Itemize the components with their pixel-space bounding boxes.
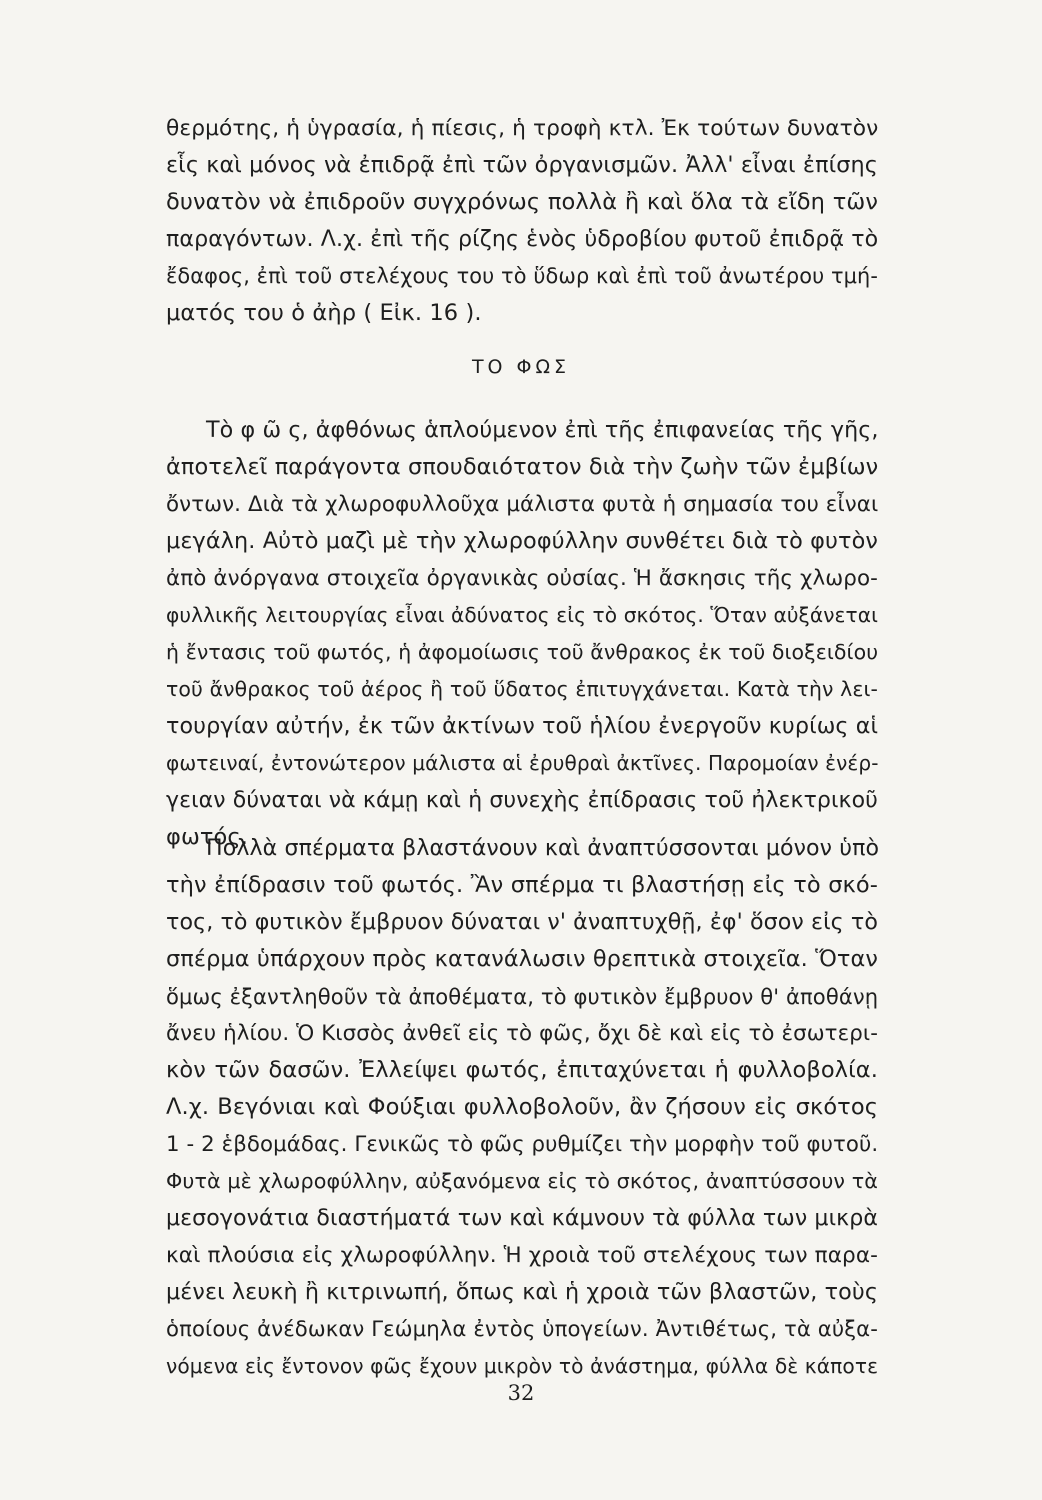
text-line: Φυτὰ μὲ χλωροφύλλην, αὐξανόμενα εἰς τὸ σκότος, ἀναπτύσσουν τὰ xyxy=(166,1169,879,1193)
text-line: ματός του ὁ ἀὴρ ( Εἰκ. 16 ). xyxy=(166,300,482,326)
text-line: τουργίαν αὐτήν, ἐκ τῶν ἀκτίνων τοῦ ἡλίου ἐνεργοῦν κυρίως αἱ xyxy=(166,713,879,739)
text-line: γειαν δύναται νὰ κάμῃ καὶ ἡ συνεχὴς ἐπίδρασις τοῦ ἠλεκτρικοῦ xyxy=(166,788,878,813)
text-line: τοῦ ἄνθρακος τοῦ ἀέρος ἢ τοῦ ὕδατος ἐπιτυγχάνεται. Κατὰ τὴν λει- xyxy=(166,677,878,701)
paragraph-seeds xyxy=(166,830,878,1385)
text-line: μεγάλη. Αὐτὸ μαζὶ μὲ τὴν χλωροφύλλην συνθέτει διὰ τὸ φυτὸν xyxy=(166,528,878,554)
section-heading: ΤΟ ΦΩΣ xyxy=(471,356,571,378)
text-line: Πολλὰ σπέρματα βλαστάνουν καὶ ἀναπτύσσονται μόνον ὑπὸ xyxy=(206,835,880,861)
text-line: κὸν τῶν δασῶν. Ἐλλείψει φωτός, ἐπιταχύνεται ἡ φυλλοβολία. xyxy=(166,1057,878,1083)
text-line: ὅμως ἐξαντληθοῦν τὰ ἀποθέματα, τὸ φυτικὸν ἔμβρυον θ' ἀποθάνῃ xyxy=(166,984,879,1009)
text-line: τος, τὸ φυτικὸν ἔμβρυον δύναται ν' ἀναπτυχθῇ, ἐφ' ὅσον εἰς τὸ xyxy=(166,909,879,935)
intro-paragraph xyxy=(166,110,878,332)
text-line: εἷς καὶ μόνος νὰ ἐπιδρᾷ ἐπὶ τῶν ὀργανισμῶν. Ἀλλ' εἶναι ἐπίσης xyxy=(166,152,878,178)
text-line: μεσογονάτια διαστήματά των καὶ κάμνουν τὰ φύλλα των μικρὰ xyxy=(166,1206,878,1231)
text-line: δυνατὸν νὰ ἐπιδροῦν συγχρόνως πολλὰ ἢ καὶ ὅλα τὰ εἴδη τῶν xyxy=(166,189,878,215)
text-line: φωτός. xyxy=(166,824,248,850)
page-number: 32 xyxy=(507,1381,535,1405)
text-line: φυλλικῆς λειτουργίας εἶναι ἀδύνατος εἰς τὸ σκότος. Ὅταν αὐξάνεται xyxy=(166,603,878,627)
text-line: φωτειναί, ἐντονώτερον μάλιστα αἱ ἐρυθραὶ ἀκτῖνες. Παρομοίαν ἐνέρ- xyxy=(166,751,879,775)
text-line: ὄντων. Διὰ τὰ χλωροφυλλοῦχα μάλιστα φυτὰ ἡ σημασία του εἶναι xyxy=(166,492,879,517)
paragraph-light xyxy=(166,412,878,856)
text-line: Λ.χ. Βεγόνιαι καὶ Φούξιαι φυλλοβολοῦν, ἂν ζήσουν εἰς σκότος xyxy=(166,1094,878,1120)
text-line: Τὸ φ ῶ ς, ἀφθόνως ἁπλούμενον ἐπὶ τῆς ἐπιφανείας τῆς γῆς, xyxy=(206,417,879,443)
text-line: ἡ ἔντασις τοῦ φωτός, ἡ ἀφομοίωσις τοῦ ἄνθρακος ἐκ τοῦ διοξειδίου xyxy=(166,640,879,664)
text-line: τὴν ἐπίδρασιν τοῦ φωτός. Ἂν σπέρμα τι βλαστήσῃ εἰς τὸ σκό- xyxy=(166,872,878,898)
text-line: καὶ πλούσια εἰς χλωροφύλλην. Ἡ χροιὰ τοῦ στελέχους των παρα- xyxy=(166,1243,878,1268)
text-line: ὁποίους ἀνέδωκαν Γεώμηλα ἐντὸς ὑπογείων. Ἀντιθέτως, τὰ αὐξα- xyxy=(166,1317,878,1342)
text-line: ἀπὸ ἀνόργανα στοιχεῖα ὀργανικὰς οὐσίας. Ἡ ἄσκησις τῆς χλωρο- xyxy=(166,566,878,591)
text-line: νόμενα εἰς ἔντονον φῶς ἔχουν μικρὸν τὸ ἀνάστημα, φύλλα δὲ κάποτε xyxy=(166,1354,879,1378)
text-line: θερμότης, ἡ ὑγρασία, ἡ πίεσις, ἡ τροφὴ κτλ. Ἐκ τούτων δυνατὸν xyxy=(166,116,879,141)
text-line: ἄνευ ἡλίου. Ὁ Κισσὸς ἀνθεῖ εἰς τὸ φῶς, ὄχι δὲ καὶ εἰς τὸ ἐσωτερι- xyxy=(166,1021,878,1046)
text-line: ἀποτελεῖ παράγοντα σπουδαιότατον διὰ τὴν ζωὴν τῶν ἐμβίων xyxy=(166,454,879,480)
text-line: ἔδαφος, ἐπὶ τοῦ στελέχους του τὸ ὕδωρ καὶ ἐπὶ τοῦ ἀνωτέρου τμή- xyxy=(166,264,879,288)
text-line: σπέρμα ὑπάρχουν πρὸς κατανάλωσιν θρεπτικὰ στοιχεῖα. Ὅταν xyxy=(166,946,878,972)
text-line: 1 - 2 ἑβδομάδας. Γενικῶς τὸ φῶς ρυθμίζει τὴν μορφὴν τοῦ φυτοῦ. xyxy=(166,1132,879,1157)
text-line: παραγόντων. Λ.χ. ἐπὶ τῆς ρίζης ἑνὸς ὑδροβίου φυτοῦ ἐπιδρᾷ τὸ xyxy=(166,226,879,252)
text-line: μένει λευκὴ ἢ κιτρινωπή, ὅπως καὶ ἡ χροιὰ τῶν βλαστῶν, τοὺς xyxy=(166,1279,878,1305)
